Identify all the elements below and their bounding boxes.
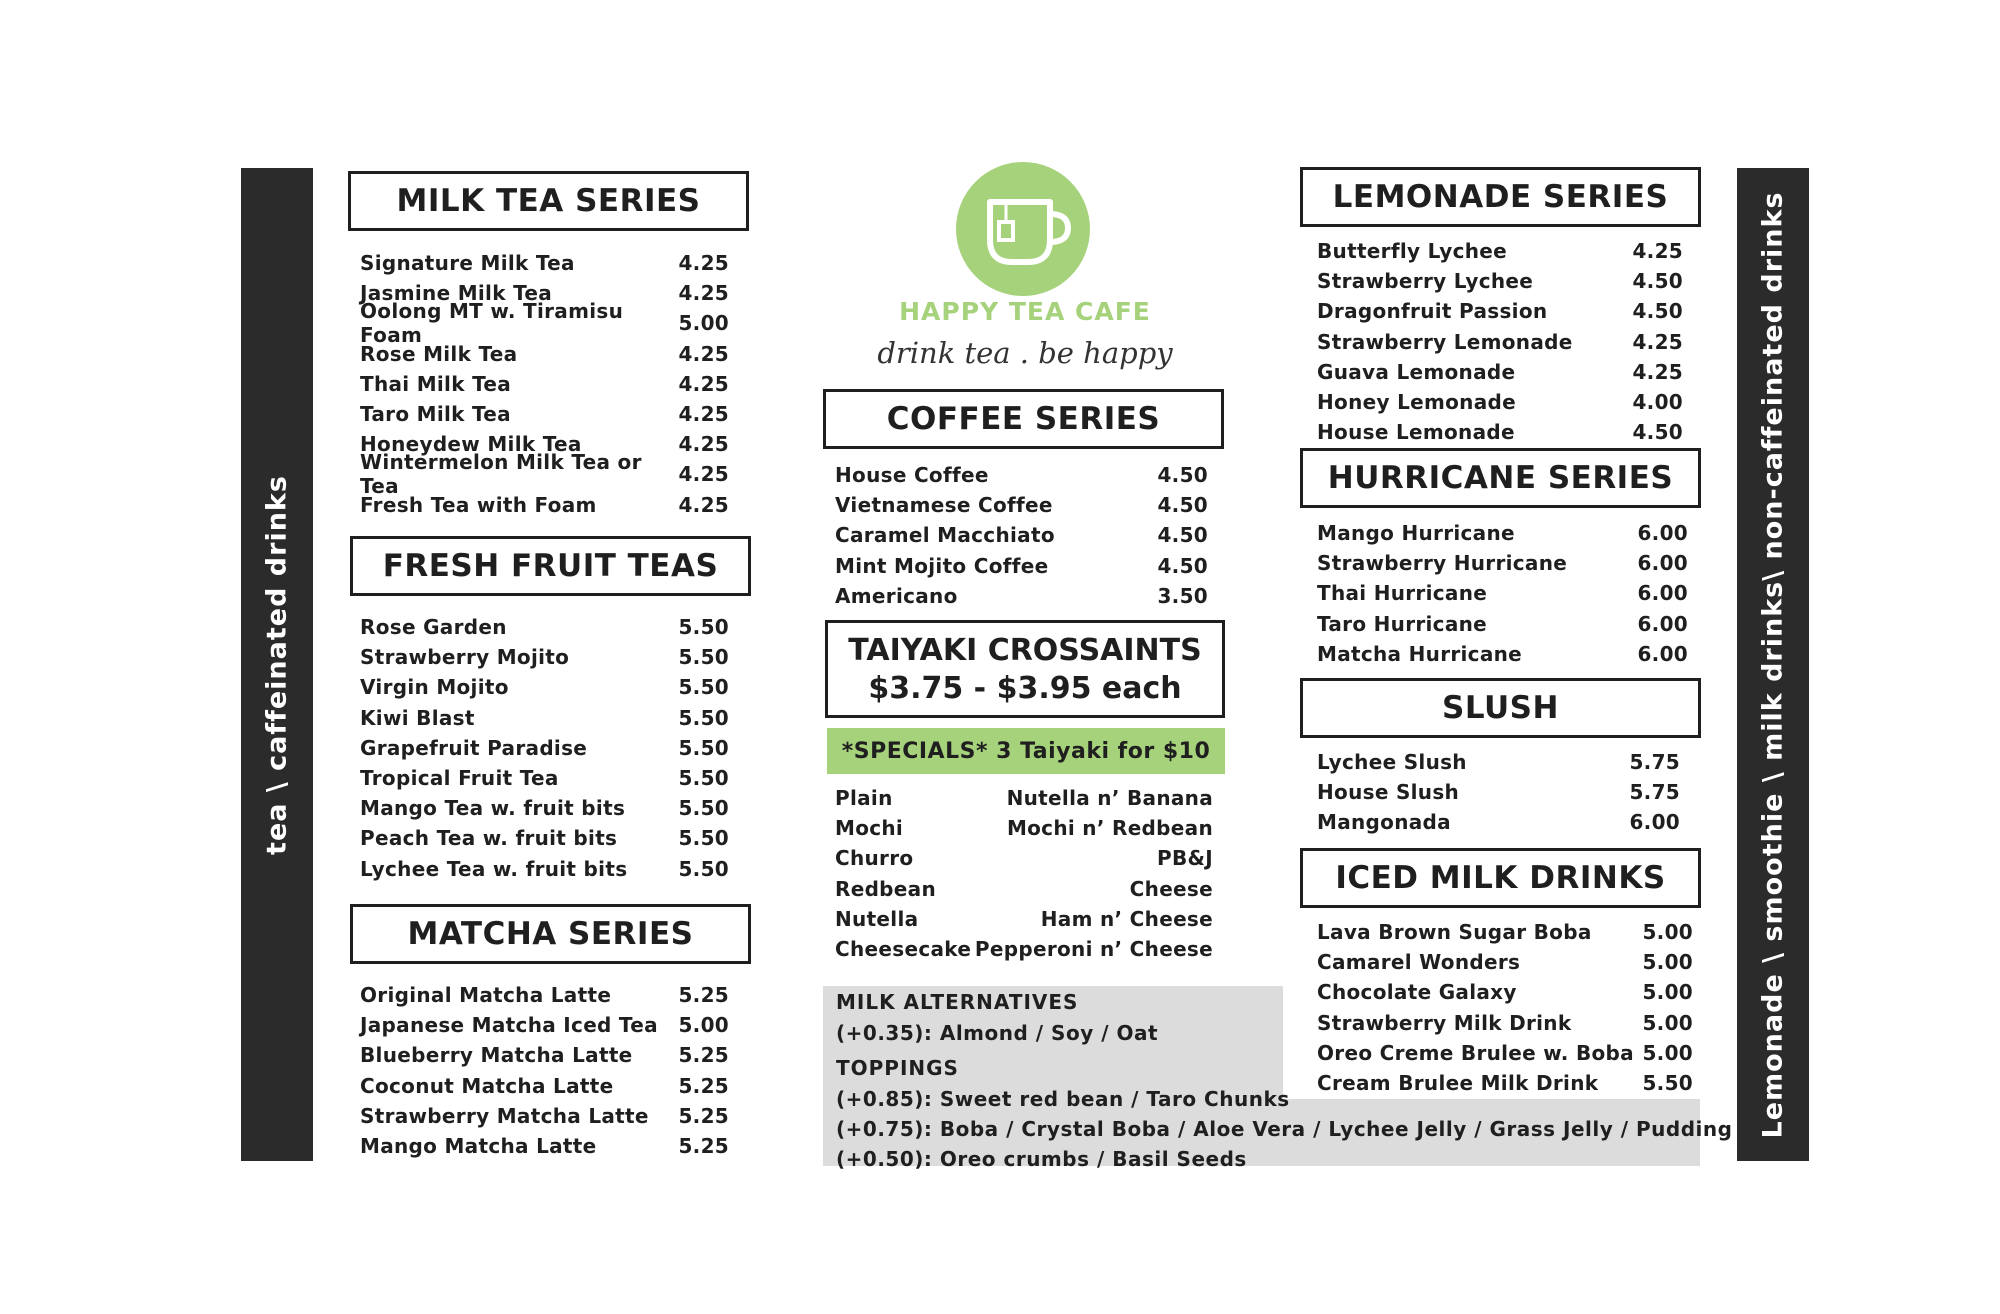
hurricane-header: HURRICANE SERIES xyxy=(1300,448,1701,508)
flavor-right: PB&J xyxy=(1157,846,1213,871)
item-price: 4.50 xyxy=(1157,493,1208,518)
menu-item xyxy=(360,703,729,733)
menu-item xyxy=(1317,747,1680,777)
item-price: 4.25 xyxy=(678,281,729,306)
matcha-list xyxy=(360,980,729,1161)
taiyaki-price: $3.75 - $3.95 each xyxy=(868,671,1182,706)
item-price: 6.00 xyxy=(1637,611,1688,636)
item-price: 4.50 xyxy=(1157,553,1208,578)
item-name: Original Matcha Latte xyxy=(360,983,612,1008)
menu-item xyxy=(1317,327,1683,357)
side-bar-right-text: Lemonade \ smoothie \ milk drinks\ non-caffeinated drinks xyxy=(1757,190,1789,1139)
item-price: 4.50 xyxy=(1632,299,1683,324)
item-name: Rose Garden xyxy=(360,615,507,640)
item-name: Grapefruit Paradise xyxy=(360,735,588,760)
item-price: 5.25 xyxy=(678,983,729,1008)
toppings-title: TOPPINGS xyxy=(836,1056,959,1080)
milk-tea-header: MILK TEA SERIES xyxy=(348,171,749,231)
item-name: Butterfly Lychee xyxy=(1317,239,1508,264)
menu-item xyxy=(1317,548,1688,578)
item-price: 5.50 xyxy=(678,796,729,821)
slush-header: SLUSH xyxy=(1300,678,1701,738)
menu-item xyxy=(835,490,1208,520)
flavor-row xyxy=(835,874,1213,904)
item-price: 5.50 xyxy=(678,615,729,640)
tea-cup-icon xyxy=(956,162,1090,296)
menu-item xyxy=(360,1010,729,1040)
item-price: 5.00 xyxy=(1642,1010,1693,1035)
item-name: House Lemonade xyxy=(1317,420,1515,445)
menu-item xyxy=(835,551,1208,581)
menu-item xyxy=(835,520,1208,550)
item-price: 6.00 xyxy=(1637,521,1688,546)
item-price: 4.50 xyxy=(1632,420,1683,445)
item-name: Cream Brulee Milk Drink xyxy=(1317,1071,1599,1096)
item-price: 5.50 xyxy=(678,826,729,851)
item-price: 6.00 xyxy=(1637,641,1688,666)
milk-alternatives-line: (+0.35): Almond / Soy / Oat xyxy=(836,1021,1159,1045)
item-price: 5.00 xyxy=(678,1013,729,1038)
menu-item xyxy=(1317,357,1683,387)
flavor-row xyxy=(835,843,1213,873)
coffee-list xyxy=(835,460,1208,611)
item-price: 4.25 xyxy=(678,432,729,457)
flavor-left: Churro xyxy=(835,846,914,871)
fruit-teas-header: FRESH FRUIT TEAS xyxy=(350,536,751,596)
toppings-line: (+0.50): Oreo crumbs / Basil Seeds xyxy=(836,1147,1247,1171)
lemonade-list xyxy=(1317,236,1683,447)
menu-item xyxy=(1317,417,1683,447)
flavor-left: Plain xyxy=(835,786,893,811)
menu-item xyxy=(1317,639,1688,669)
item-name: Mango Tea w. fruit bits xyxy=(360,796,626,821)
menu-item xyxy=(360,733,729,763)
menu-item xyxy=(1317,236,1683,266)
flavor-left: Mochi xyxy=(835,816,904,841)
flavor-right: Nutella n’ Banana xyxy=(1006,786,1213,811)
menu-item xyxy=(360,980,729,1010)
menu-item xyxy=(360,1131,729,1161)
item-price: 5.50 xyxy=(1642,1071,1693,1096)
item-price: 5.25 xyxy=(678,1073,729,1098)
menu-item xyxy=(360,450,729,499)
item-name: Peach Tea w. fruit bits xyxy=(360,826,618,851)
item-price: 5.50 xyxy=(678,766,729,791)
item-name: Thai Hurricane xyxy=(1317,581,1488,606)
taiyaki-title: TAIYAKI CROSSAINTS xyxy=(848,633,1202,668)
flavor-left: Redbean xyxy=(835,876,936,901)
flavor-right: Cheese xyxy=(1129,876,1213,901)
iced-milk-header: ICED MILK DRINKS xyxy=(1300,848,1701,908)
menu-item xyxy=(360,369,729,399)
item-price: 5.50 xyxy=(678,645,729,670)
flavor-row xyxy=(835,934,1213,964)
item-name: Strawberry Matcha Latte xyxy=(360,1103,649,1128)
item-price: 4.00 xyxy=(1632,390,1683,415)
logo-badge xyxy=(956,162,1090,296)
item-name: House Slush xyxy=(1317,780,1460,805)
item-name: Oreo Creme Brulee w. Boba xyxy=(1317,1040,1634,1065)
item-price: 4.50 xyxy=(1157,523,1208,548)
fruit-teas-list xyxy=(360,612,729,884)
item-price: 5.25 xyxy=(678,1134,729,1159)
item-price: 5.00 xyxy=(1642,950,1693,975)
item-name: Lava Brown Sugar Boba xyxy=(1317,920,1592,945)
menu-item xyxy=(1317,387,1683,417)
brand-name: HAPPY TEA CAFE xyxy=(899,297,1151,326)
side-bar-left-text: tea \ caffeinated drinks xyxy=(261,474,293,855)
menu-item xyxy=(1317,807,1680,837)
menu-item xyxy=(360,1040,729,1070)
hurricane-list xyxy=(1317,518,1688,669)
item-price: 4.25 xyxy=(1632,329,1683,354)
menu-item xyxy=(1317,518,1688,548)
item-price: 6.00 xyxy=(1637,581,1688,606)
item-name: Strawberry Hurricane xyxy=(1317,551,1568,576)
item-price: 6.00 xyxy=(1637,551,1688,576)
flavor-right: Ham n’ Cheese xyxy=(1040,906,1213,931)
item-name: Mint Mojito Coffee xyxy=(835,553,1049,578)
side-bar-left xyxy=(241,168,313,1161)
item-name: Lychee Slush xyxy=(1317,750,1467,775)
item-price: 5.75 xyxy=(1629,780,1680,805)
item-name: Camarel Wonders xyxy=(1317,950,1521,975)
item-name: Kiwi Blast xyxy=(360,705,475,730)
menu-item xyxy=(360,248,729,278)
menu-item xyxy=(1317,296,1683,326)
flavor-left: Nutella xyxy=(835,906,919,931)
flavor-right: Mochi n’ Redbean xyxy=(1006,816,1213,841)
item-name: Honey Lemonade xyxy=(1317,390,1516,415)
taiyaki-header xyxy=(825,620,1225,718)
item-price: 4.50 xyxy=(1157,463,1208,488)
menu-item xyxy=(360,793,729,823)
flavor-row xyxy=(835,783,1213,813)
menu-item xyxy=(1317,917,1693,947)
menu-item xyxy=(360,642,729,672)
item-price: 4.25 xyxy=(1632,359,1683,384)
menu-item xyxy=(1317,609,1688,639)
brand-tagline: drink tea . be happy xyxy=(877,336,1173,370)
item-name: Oolong MT w. Tiramisu Foam xyxy=(360,299,624,348)
matcha-header: MATCHA SERIES xyxy=(350,904,751,964)
menu-item xyxy=(360,763,729,793)
item-price: 4.25 xyxy=(678,462,729,487)
item-price: 4.25 xyxy=(678,402,729,427)
item-price: 5.50 xyxy=(678,735,729,760)
item-price: 5.00 xyxy=(1642,980,1693,1005)
taiyaki-flavors xyxy=(835,783,1213,964)
menu-item xyxy=(835,581,1208,611)
item-name: Strawberry Milk Drink xyxy=(1317,1010,1572,1035)
item-price: 6.00 xyxy=(1629,810,1680,835)
toppings-line: (+0.85): Sweet red bean / Taro Chunks xyxy=(836,1087,1290,1111)
flavor-left: Cheesecake xyxy=(835,937,972,962)
menu-item xyxy=(1317,266,1683,296)
menu-item xyxy=(360,672,729,702)
item-name: Coconut Matcha Latte xyxy=(360,1073,614,1098)
item-price: 5.25 xyxy=(678,1043,729,1068)
menu-item xyxy=(360,299,729,348)
item-name: Taro Milk Tea xyxy=(360,402,511,427)
flavor-row xyxy=(835,904,1213,934)
item-name: Blueberry Matcha Latte xyxy=(360,1043,633,1068)
item-name: Americano xyxy=(835,583,958,608)
milk-tea-list xyxy=(360,248,729,520)
item-name: Caramel Macchiato xyxy=(835,523,1055,548)
specials-banner: *SPECIALS* 3 Taiyaki for $10 xyxy=(827,728,1225,774)
item-name: Lychee Tea w. fruit bits xyxy=(360,856,628,881)
item-name: Chocolate Galaxy xyxy=(1317,980,1517,1005)
menu-item xyxy=(360,399,729,429)
item-name: Rose Milk Tea xyxy=(360,341,518,366)
item-name: Wintermelon Milk Tea or Tea xyxy=(360,450,642,499)
item-name: Jasmine Milk Tea xyxy=(360,281,553,306)
menu-item xyxy=(1317,1008,1693,1038)
side-bar-right xyxy=(1737,168,1809,1161)
item-price: 4.25 xyxy=(678,341,729,366)
menu-item xyxy=(360,823,729,853)
item-price: 5.75 xyxy=(1629,750,1680,775)
flavor-right: Pepperoni n’ Cheese xyxy=(974,937,1213,962)
item-price: 4.25 xyxy=(1632,239,1683,264)
item-price: 5.50 xyxy=(678,705,729,730)
item-name: Guava Lemonade xyxy=(1317,359,1516,384)
menu-item xyxy=(1317,977,1693,1007)
iced-milk-list xyxy=(1317,917,1693,1098)
menu-item xyxy=(1317,578,1688,608)
menu-item xyxy=(1317,777,1680,807)
menu-item xyxy=(1317,1038,1693,1068)
menu-item xyxy=(360,1071,729,1101)
item-name: Taro Hurricane xyxy=(1317,611,1488,636)
item-price: 4.50 xyxy=(1632,269,1683,294)
item-price: 5.00 xyxy=(678,311,729,336)
item-name: House Coffee xyxy=(835,463,989,488)
item-name: Mangonada xyxy=(1317,810,1451,835)
item-name: Strawberry Lychee xyxy=(1317,269,1534,294)
item-name: Matcha Hurricane xyxy=(1317,641,1523,666)
menu-item xyxy=(835,460,1208,490)
menu-item xyxy=(1317,947,1693,977)
slush-list xyxy=(1317,747,1680,838)
item-name: Strawberry Mojito xyxy=(360,645,570,670)
menu-item xyxy=(1317,1068,1693,1098)
item-name: Virgin Mojito xyxy=(360,675,509,700)
menu-item xyxy=(360,854,729,884)
toppings-line: (+0.75): Boba / Crystal Boba / Aloe Vera / Lychee Jelly / Grass Jelly / Pudding xyxy=(836,1117,1733,1141)
item-name: Honeydew Milk Tea xyxy=(360,432,582,457)
flavor-row xyxy=(835,813,1213,843)
item-price: 5.00 xyxy=(1642,920,1693,945)
milk-alternatives-title: MILK ALTERNATIVES xyxy=(836,990,1079,1014)
item-price: 5.50 xyxy=(678,675,729,700)
item-name: Dragonfruit Passion xyxy=(1317,299,1548,324)
item-name: Tropical Fruit Tea xyxy=(360,766,559,791)
menu-item xyxy=(360,1101,729,1131)
item-price: 5.25 xyxy=(678,1103,729,1128)
item-name: Japanese Matcha Iced Tea xyxy=(360,1013,658,1038)
item-price: 5.00 xyxy=(1642,1040,1693,1065)
item-price: 4.25 xyxy=(678,251,729,276)
menu-item xyxy=(360,612,729,642)
item-price: 4.25 xyxy=(678,492,729,517)
item-name: Mango Hurricane xyxy=(1317,521,1515,546)
item-price: 3.50 xyxy=(1157,583,1208,608)
item-name: Strawberry Lemonade xyxy=(1317,329,1573,354)
item-name: Signature Milk Tea xyxy=(360,251,575,276)
item-price: 4.25 xyxy=(678,371,729,396)
item-name: Vietnamese Coffee xyxy=(835,493,1053,518)
coffee-header: COFFEE SERIES xyxy=(823,389,1224,449)
lemonade-header: LEMONADE SERIES xyxy=(1300,167,1701,227)
item-name: Fresh Tea with Foam xyxy=(360,492,597,517)
item-name: Mango Matcha Latte xyxy=(360,1134,597,1159)
item-price: 5.50 xyxy=(678,856,729,881)
item-name: Thai Milk Tea xyxy=(360,371,512,396)
